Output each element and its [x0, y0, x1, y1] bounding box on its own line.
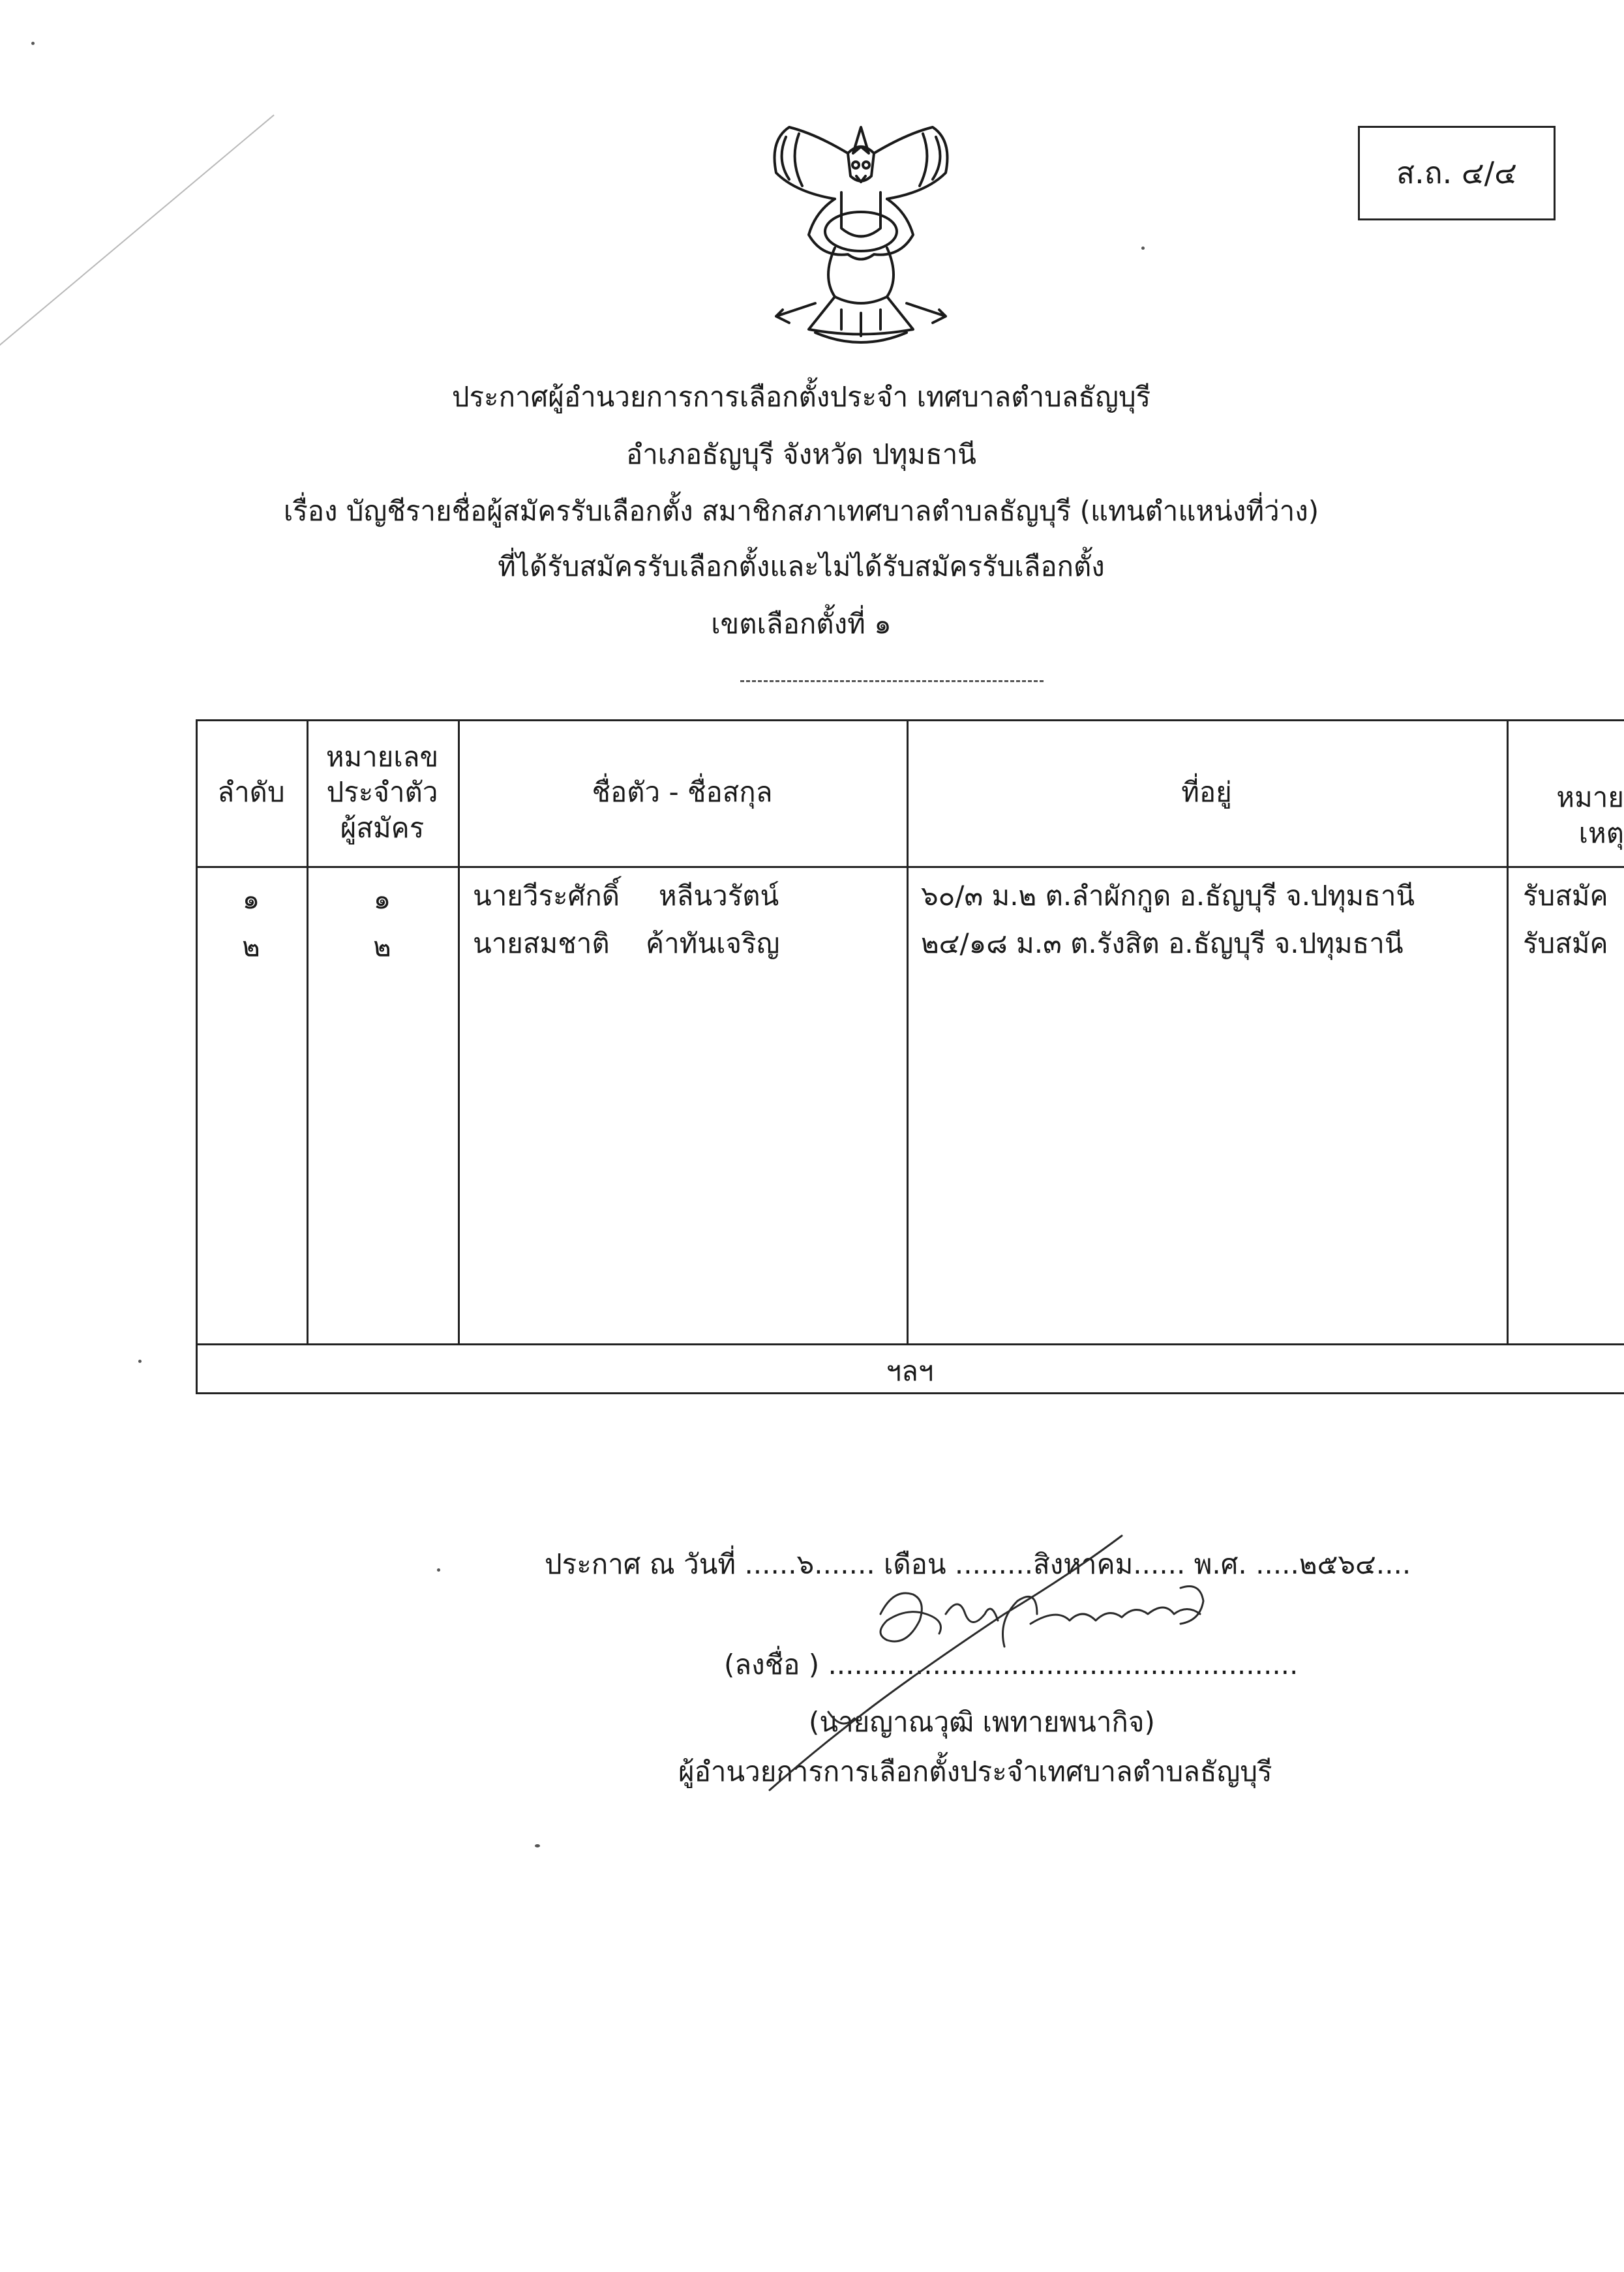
- row-2-first-name: นายสมชาติ: [473, 927, 610, 959]
- scan-speck: [535, 1844, 540, 1847]
- heading-line-5: เขตเลือกตั้งที่ ๑: [711, 608, 892, 640]
- signer-name: (นายญาณวุฒิ เพทายพนากิจ): [809, 1706, 1155, 1738]
- header-remark-line: เหตุ: [1578, 816, 1624, 849]
- header-candidate-number: [307, 719, 458, 866]
- candidate-table: [196, 719, 1624, 1394]
- heading-line-2: อำเภอธัญบุรี จังหวัด ปทุมธานี: [625, 438, 977, 470]
- heading-divider: [740, 680, 1044, 682]
- header-candidate-number-line: ประจำตัว: [326, 776, 438, 809]
- scan-speck: [437, 1568, 440, 1572]
- table-etc-marker: ฯลฯ: [886, 1355, 934, 1387]
- row-1-first-name: นายวีระศักดิ์: [473, 880, 620, 912]
- heading-line-3: เรื่อง บัญชีรายชื่อผู้สมัครรับเลือกตั้ง สมาชิกสภาเทศบาลตำบลธัญบุรี (แทนตำแหน่งที่ว่าง): [283, 495, 1319, 527]
- scan-speck: [138, 1360, 142, 1363]
- heading-line-1: ประกาศผู้อำนวยการการเลือกตั้งประจำ เทศบาลตำบลธัญบุรี: [451, 381, 1151, 413]
- scan-fold-line: [0, 115, 275, 376]
- header-candidate-number-line: หมายเลข: [325, 740, 439, 773]
- header-order: ลำดับ: [217, 776, 285, 809]
- row-1-number: ๑: [373, 883, 391, 915]
- form-code: ส.ถ. ๔/๔: [1358, 126, 1556, 220]
- header-candidate-number-line: ผู้สมัคร: [340, 811, 425, 844]
- row-1-remark: รับสมัค: [1523, 880, 1608, 912]
- row-2-address: ๒๔/๑๘ ม.๓ ต.รังสิต อ.ธัญบุรี จ.ปทุมธานี: [921, 927, 1404, 959]
- header-remark: [1507, 719, 1624, 866]
- table-header-divider: [196, 866, 1624, 868]
- heading-line-4: ที่ได้รับสมัครรับเลือกตั้งและไม่ได้รับสมัครรับเลือกตั้ง: [498, 550, 1105, 582]
- row-2-order: ๒: [242, 931, 260, 963]
- announcement-date: ประกาศ ณ วันที่ ......๖....... เดือน .........สิงหาคม...... พ.ศ. .....๒๕๖๔....: [545, 1548, 1411, 1580]
- garuda-emblem-icon: [737, 114, 985, 359]
- row-2-last-name: ค้าทันเจริญ: [646, 927, 780, 959]
- row-1-order: ๑: [242, 883, 260, 915]
- row-1-last-name: หลีนวรัตน์: [659, 880, 779, 912]
- scan-speck: [31, 42, 35, 45]
- scan-speck: [1141, 247, 1145, 250]
- row-1-address: ๖๐/๓ ม.๒ ต.ลำผักกูด อ.ธัญบุรี จ.ปทุมธานี: [921, 880, 1415, 912]
- table-body-divider: [196, 1343, 1624, 1345]
- row-2-remark: รับสมัค: [1523, 927, 1608, 959]
- handwritten-signature: [730, 1516, 1226, 1816]
- signer-title: ผู้อำนวยการการเลือกตั้งประจำเทศบาลตำบลธัญบุรี: [678, 1756, 1272, 1787]
- header-remark-line: หมาย: [1556, 781, 1624, 813]
- header-address: ที่อยู่: [1181, 776, 1232, 809]
- header-name: ชื่อตัว - ชื่อสกุล: [592, 776, 773, 809]
- signature-line: (ลงชื่อ ) ......................................................: [724, 1649, 1299, 1681]
- row-2-number: ๒: [373, 931, 391, 963]
